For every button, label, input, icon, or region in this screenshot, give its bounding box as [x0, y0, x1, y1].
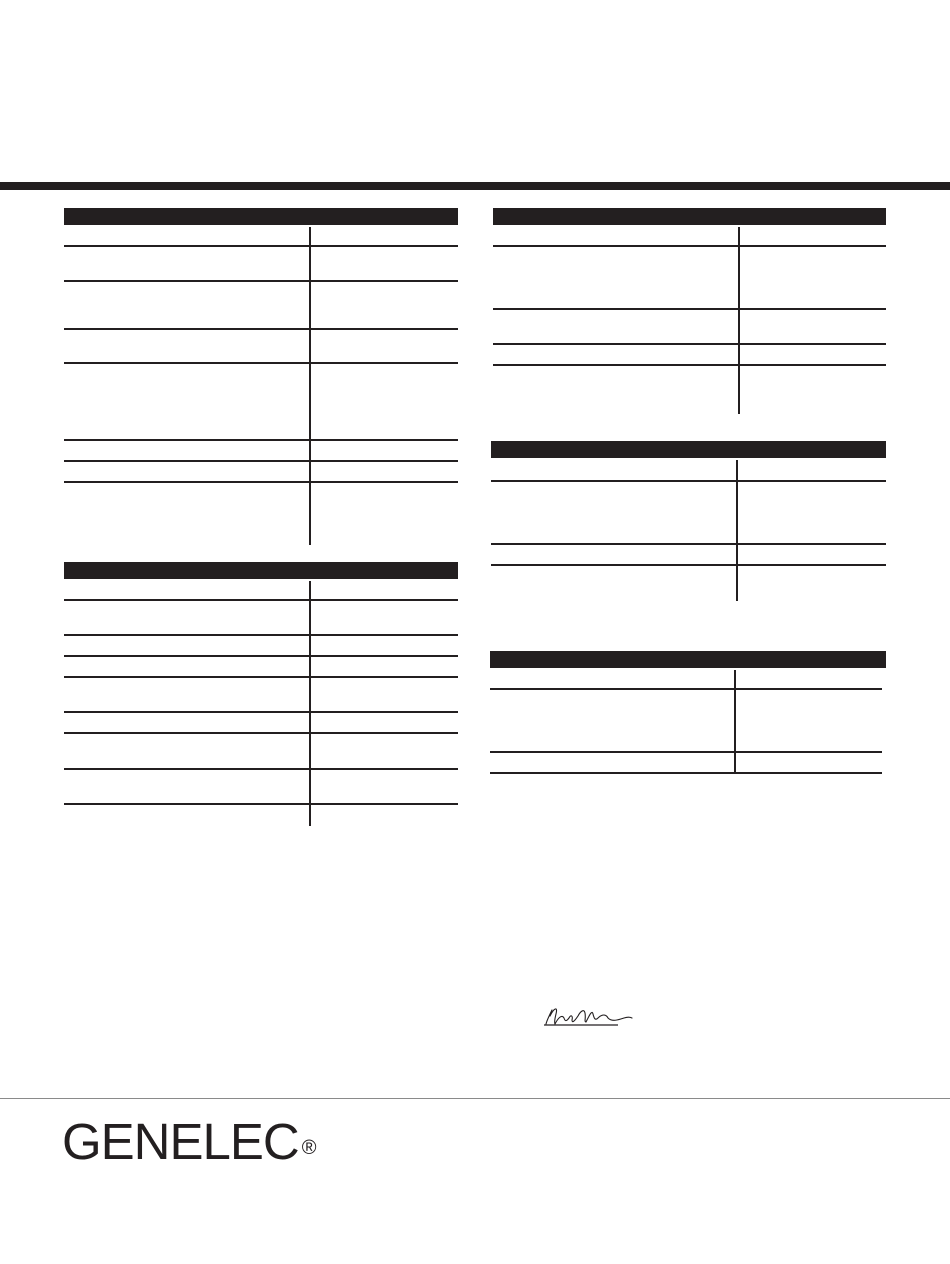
row-divider: [64, 634, 458, 636]
row-divider: [493, 343, 886, 345]
row-divider: [64, 362, 458, 364]
column-divider: [309, 227, 311, 545]
row-divider: [64, 711, 458, 713]
row-divider: [493, 245, 886, 247]
spec-table-2: [64, 562, 458, 826]
row-divider: [490, 772, 882, 774]
genelec-logo: [62, 1112, 316, 1172]
row-divider: [493, 308, 886, 310]
column-divider: [738, 227, 740, 414]
row-divider: [64, 599, 458, 601]
row-divider: [490, 751, 882, 753]
spec-table-3: [493, 208, 886, 414]
row-divider: [64, 245, 458, 247]
table-header-bar: [493, 208, 886, 225]
column-divider: [734, 670, 736, 774]
spec-table-5: [490, 651, 886, 776]
row-divider: [491, 543, 886, 545]
table-header-bar: [491, 441, 886, 458]
row-divider: [64, 732, 458, 734]
footer-rule: [0, 1098, 950, 1099]
table-header-bar: [64, 208, 458, 225]
row-divider: [64, 328, 458, 330]
row-divider: [490, 688, 882, 690]
row-divider: [64, 481, 458, 483]
brand-name: GENELEC: [62, 1113, 299, 1170]
top-rule: [0, 182, 950, 190]
row-divider: [64, 676, 458, 678]
row-divider: [64, 768, 458, 770]
row-divider: [493, 364, 886, 366]
registered-mark: ®: [301, 1137, 316, 1159]
table-header-bar: [64, 562, 458, 579]
signature: [538, 1000, 638, 1040]
column-divider: [309, 581, 311, 826]
row-divider: [491, 480, 886, 482]
spec-table-4: [491, 441, 886, 601]
row-divider: [64, 655, 458, 657]
spec-table-1: [64, 208, 458, 545]
row-divider: [64, 460, 458, 462]
table-header-bar: [490, 651, 886, 668]
row-divider: [64, 439, 458, 441]
row-divider: [64, 280, 458, 282]
row-divider: [64, 803, 458, 805]
row-divider: [491, 564, 886, 566]
